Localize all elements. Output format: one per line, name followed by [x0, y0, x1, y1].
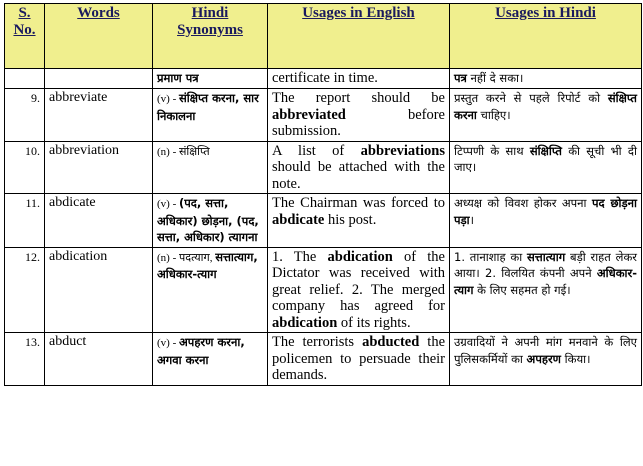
sno-cell: 9. — [5, 89, 45, 142]
synonym-cell — [153, 141, 268, 194]
usage-hindi-text: किया। — [561, 351, 591, 366]
header-hindi-synonyms: Hindi Synonyms — [153, 4, 268, 69]
usage-english-keyword: abdication — [272, 314, 338, 331]
part-of-speech: (v) - — [157, 198, 179, 210]
usage-english-keyword: abdication — [327, 248, 393, 265]
usage-english-cell — [268, 194, 450, 248]
word-cell: abbreviate — [45, 89, 153, 142]
synonym-text: अपहरण करना, अगवा करना — [157, 335, 245, 367]
sno-cell: 11. — [5, 194, 45, 248]
table-row-abbreviation — [5, 141, 642, 194]
usage-english-text: of the Dictator was received with great relief. 2. The merged company has agreed for — [272, 248, 445, 314]
usage-hindi-cell — [450, 141, 642, 194]
sno-cell: 10. — [5, 141, 45, 194]
sno-cell: 13. — [5, 333, 45, 386]
synonym-text: प्रमाण पत्र — [157, 71, 199, 85]
vocabulary-table — [4, 3, 642, 386]
usage-hindi-keyword: संक्षिप्त करना — [454, 91, 637, 122]
header-sno: S. No. — [5, 4, 45, 69]
usage-english-text: The terrorists — [272, 334, 363, 350]
part-of-speech: (v) - — [157, 93, 179, 105]
usage-english-text: before submission. — [272, 106, 445, 139]
table-row-abdication — [5, 247, 642, 333]
usage-english-text: A list of — [272, 142, 361, 159]
part-of-speech: (v) - — [157, 337, 179, 349]
usage-english-text: 1. The — [272, 248, 328, 265]
synonym-cell — [153, 89, 268, 142]
usage-hindi-cell — [450, 247, 642, 333]
header-usages-hindi: Usages in Hindi — [450, 4, 642, 69]
table-row-continuation — [5, 69, 642, 89]
table-row-abdicate — [5, 194, 642, 248]
page — [4, 3, 641, 386]
header-words: Words — [45, 4, 153, 69]
synonym-cell — [153, 194, 268, 248]
synonym-text: (पद, सत्ता, अधिकार) छोड़ना, (पद, सत्ता, अधिकार) त्यागना — [157, 196, 259, 244]
usage-hindi-text: के लिए सहमत हो गई। — [473, 282, 571, 297]
usage-hindi-text: अध्यक्ष को विवश होकर अपना — [454, 196, 592, 210]
usage-hindi-keyword: पद छोड़ना पड़ा — [454, 196, 637, 227]
sno-cell — [5, 69, 45, 89]
synonym-cell — [153, 69, 268, 89]
usage-hindi-text: बड़ी राहत लेकर आया। 2. विलयित कंपनी अपने — [454, 249, 637, 280]
usage-hindi-keyword: सत्तात्याग — [527, 249, 566, 264]
usage-english-keyword: abducted — [362, 334, 420, 350]
usage-hindi-text: चाहिए। — [476, 107, 511, 122]
word-cell — [45, 69, 153, 89]
usage-english-keyword: abbreviated — [272, 106, 346, 123]
synonym-cell — [153, 333, 268, 386]
usage-hindi-text: । — [469, 212, 475, 227]
usage-english-cell — [268, 69, 450, 89]
usage-english-text: certificate in time. — [272, 70, 378, 86]
synonym-text: सत्तात्याग, अधिकार-त्याग — [157, 249, 258, 281]
usage-english-cell — [268, 141, 450, 194]
sno-cell: 12. — [5, 247, 45, 333]
part-of-speech: (n) - पदत्याग, — [157, 251, 216, 264]
usage-hindi-cell — [450, 333, 642, 386]
usage-english-keyword: abdicate — [272, 211, 325, 228]
usage-english-cell — [268, 247, 450, 333]
usage-hindi-cell — [450, 69, 642, 89]
usage-english-text: the policemen to persuade their demands. — [272, 334, 446, 383]
usage-hindi-keyword: संक्षिप्ति — [529, 143, 562, 158]
table-header — [5, 4, 642, 69]
usage-english-text: The Chairman was forced to — [272, 195, 445, 211]
usage-hindi-text: नहीं दे सका। — [466, 71, 524, 85]
usage-english-cell — [268, 333, 450, 386]
usage-hindi-bold: पत्र — [454, 71, 467, 85]
table-row-abbreviate — [5, 89, 642, 142]
usage-hindi-text: टिप्पणी के साथ — [454, 143, 530, 158]
word-cell: abdication — [45, 247, 153, 333]
word-cell: abdicate — [45, 194, 153, 248]
part-of-speech: (n) - संक्षिप्ति — [157, 145, 210, 158]
usage-hindi-cell — [450, 89, 642, 142]
usage-english-keyword: abbreviations — [360, 142, 445, 159]
word-cell: abbreviation — [45, 141, 153, 194]
header-usages-english: Usages in English — [268, 4, 450, 69]
usage-hindi-cell — [450, 194, 642, 248]
usage-hindi-text: की सूची भी दी जाए। — [454, 143, 637, 174]
usage-hindi-text: उग्रवादियों ने अपनी मांग मनवाने के लिए पुलिसकर्मियों का — [454, 335, 637, 366]
word-cell: abduct — [45, 333, 153, 386]
usage-english-text: his post. — [324, 211, 377, 228]
usage-hindi-text: 1. तानाशाह का — [454, 249, 528, 264]
synonym-cell — [153, 247, 268, 333]
usage-hindi-keyword: अपहरण — [526, 351, 561, 366]
usage-english-cell — [268, 89, 450, 142]
usage-hindi-text: प्रस्तुत करने से पहले रिपोर्ट को — [454, 91, 608, 105]
usage-english-text: of its rights. — [337, 314, 411, 331]
usage-english-text: should be attached with the note. — [272, 159, 445, 192]
table-row-abduct — [5, 333, 642, 386]
usage-hindi-keyword: अधिकार-त्याग — [454, 266, 637, 297]
usage-english-text: The report should be — [272, 90, 445, 106]
synonym-text: संक्षिप्त करना, सार निकालना — [157, 91, 259, 123]
